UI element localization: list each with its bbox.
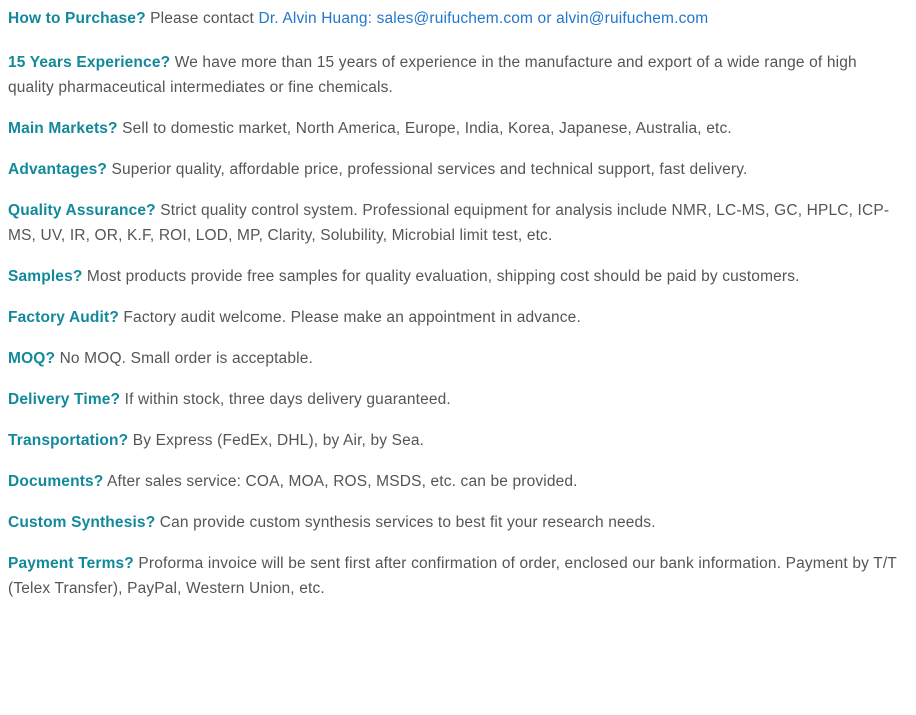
faq-question: Samples? [8, 268, 83, 285]
email-separator: or [533, 10, 557, 27]
faq-item-factory-audit [8, 305, 906, 330]
faq-answer: Proforma invoice will be sent first after confirmation of order, enclosed our bank information. Payment by T/T (Telex Transfer), PayPal, Western Union, etc. [8, 555, 897, 597]
faq-question: How to Purchase? [8, 10, 146, 27]
faq-answer: Please contact [145, 10, 259, 27]
faq-answer: Can provide custom synthesis services to best fit your research needs. [155, 514, 656, 531]
faq-question: MOQ? [8, 350, 56, 367]
faq-item-custom-synthesis [8, 510, 906, 535]
faq-answer: No MOQ. Small order is acceptable. [55, 350, 313, 367]
faq-answer: If within stock, three days delivery guaranteed. [120, 391, 451, 408]
faq-question: Documents? [8, 473, 104, 490]
faq-answer: After sales service: COA, MOA, ROS, MSDS, etc. can be provided. [103, 473, 578, 490]
faq-item-moq [8, 346, 906, 371]
faq-item-payment-terms [8, 551, 906, 601]
faq-question: 15 Years Experience? [8, 54, 171, 71]
faq-item-samples [8, 264, 906, 289]
faq-answer: Superior quality, affordable price, professional services and technical support, fast delivery. [107, 161, 748, 178]
faq-question: Payment Terms? [8, 555, 134, 572]
faq-answer: Most products provide free samples for quality evaluation, shipping cost should be paid by customers. [82, 268, 800, 285]
faq-item-main-markets [8, 116, 906, 141]
faq-item-documents [8, 469, 906, 494]
faq-question: Quality Assurance? [8, 202, 156, 219]
faq-question: Factory Audit? [8, 309, 119, 326]
faq-question: Custom Synthesis? [8, 514, 156, 531]
faq-answer: Factory audit welcome. Please make an appointment in advance. [118, 309, 581, 326]
faq-item-15-years-experience [8, 50, 906, 100]
faq-question: Delivery Time? [8, 391, 121, 408]
faq-answer: We have more than 15 years of experience in the manufacture and export of a wide range of high quality pharmaceutical intermediates or fine chemicals. [8, 54, 857, 96]
faq-answer: By Express (FedEx, DHL), by Air, by Sea. [128, 432, 425, 449]
faq-answer: Sell to domestic market, North America, Europe, India, Korea, Japanese, Australia, etc. [117, 120, 732, 137]
faq-item-how-to-purchase [8, 6, 906, 31]
faq-item-delivery-time [8, 387, 906, 412]
email-link-sales[interactable]: sales@ruifuchem.com [376, 10, 534, 27]
contact-person-name: Dr. Alvin Huang: [258, 10, 377, 27]
faq-question: Transportation? [8, 432, 129, 449]
faq-question: Advantages? [8, 161, 108, 178]
faq-item-quality-assurance [8, 198, 906, 248]
faq-question: Main Markets? [8, 120, 118, 137]
email-link-alvin[interactable]: alvin@ruifuchem.com [556, 10, 709, 27]
faq-item-transportation [8, 428, 906, 453]
faq-item-advantages [8, 157, 906, 182]
faq-answer: Strict quality control system. Professional equipment for analysis include NMR, LC-MS, GC, HPLC, ICP-MS, UV, IR, OR, K.F, ROI, LOD, MP, Clarity, Solubility, Microbial limit test, etc. [8, 202, 890, 244]
